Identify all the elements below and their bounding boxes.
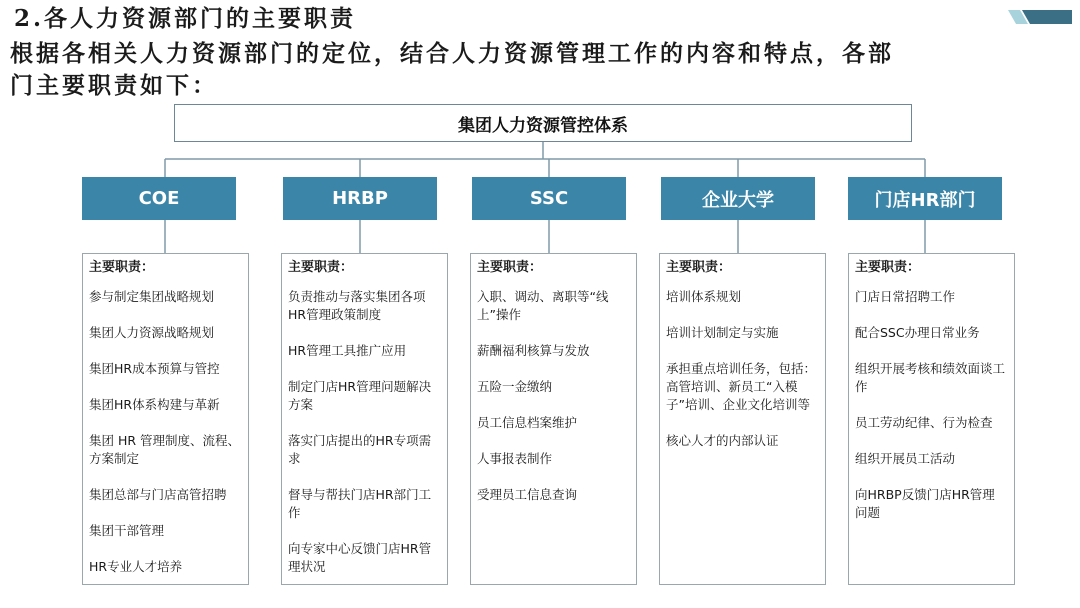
duty-item: 受理员工信息查询	[477, 487, 578, 502]
duties-card-corporate-university	[659, 253, 826, 585]
duty-item: HR专业人才培养	[89, 559, 183, 574]
duty-item: 制定门店HR管理问题解决方案	[288, 379, 432, 412]
card-title: 主要职责：	[477, 260, 543, 275]
duty-item: 组织开展员工活动	[855, 451, 956, 466]
duty-item: 薪酬福利核算与发放	[477, 343, 590, 358]
duties-card-coe	[82, 253, 249, 585]
dept-header-ssc: SSC	[472, 177, 626, 220]
duty-item: 督导与帮扶门店HR部门工作	[288, 487, 432, 520]
duties-card-store-hr	[848, 253, 1015, 585]
duty-item: 员工劳动纪律、行为检查	[855, 415, 993, 430]
duty-item: 组织开展考核和绩效面谈工作	[855, 361, 1006, 394]
dept-header-hrbp: HRBP	[283, 177, 437, 220]
duty-item: 集团 HR 管理制度、流程、方案制定	[89, 433, 241, 466]
heading-title: 2.各人力资源部门的主要职责	[14, 5, 357, 32]
duty-item: HR管理工具推广应用	[288, 343, 407, 358]
duty-item: 负责推动与落实集团各项HR管理政策制度	[288, 289, 426, 322]
duty-item: 集团总部与门店高管招聘	[89, 487, 227, 502]
duty-item: 向专家中心反馈门店HR管理状况	[288, 541, 432, 574]
duty-item: 落实门店提出的HR专项需求	[288, 433, 432, 466]
duty-item: 员工信息档案维护	[477, 415, 578, 430]
duty-item: 集团HR体系构建与革新	[89, 397, 220, 412]
card-title: 主要职责：	[666, 260, 732, 275]
duty-item: 承担重点培训任务，包括：高管培训、新员工“入模子”培训、企业文化培训等	[666, 361, 817, 412]
duty-item: 集团人力资源战略规划	[89, 325, 215, 340]
dept-header-store-hr: 门店HR部门	[848, 177, 1002, 220]
card-title: 主要职责：	[288, 260, 354, 275]
duty-item: 人事报表制作	[477, 451, 553, 466]
duties-card-ssc	[470, 253, 637, 585]
duty-item: 入职、调动、离职等“线上”操作	[477, 289, 609, 322]
card-title: 主要职责：	[89, 260, 155, 275]
corner-stripes-decoration	[1008, 10, 1072, 24]
duty-item: 参与制定集团战略规划	[89, 289, 215, 304]
duty-item: 核心人才的内部认证	[666, 433, 779, 448]
dept-header-coe: COE	[82, 177, 236, 220]
duty-item: 门店日常招聘工作	[855, 289, 956, 304]
duty-item: 培训体系规划	[666, 289, 742, 304]
dept-header-corporate-university: 企业大学	[661, 177, 815, 220]
duty-item: 向HRBP反馈门店HR管理问题	[855, 487, 995, 520]
duties-card-hrbp	[281, 253, 448, 585]
root-box: 集团人力资源管控体系	[174, 104, 912, 142]
duty-item: 培训计划制定与实施	[666, 325, 779, 340]
duty-item: 五险一金缴纳	[477, 379, 553, 394]
card-title: 主要职责：	[855, 260, 921, 275]
duty-item: 配合SSC办理日常业务	[855, 325, 980, 340]
heading-intro-line-1: 根据各相关人力资源部门的定位，结合人力资源管理工作的内容和特点，各部	[10, 40, 894, 67]
duty-item: 集团干部管理	[89, 523, 165, 538]
duty-item: 集团HR成本预算与管控	[89, 361, 220, 376]
heading-intro-line-2: 门主要职责如下：	[10, 72, 218, 99]
